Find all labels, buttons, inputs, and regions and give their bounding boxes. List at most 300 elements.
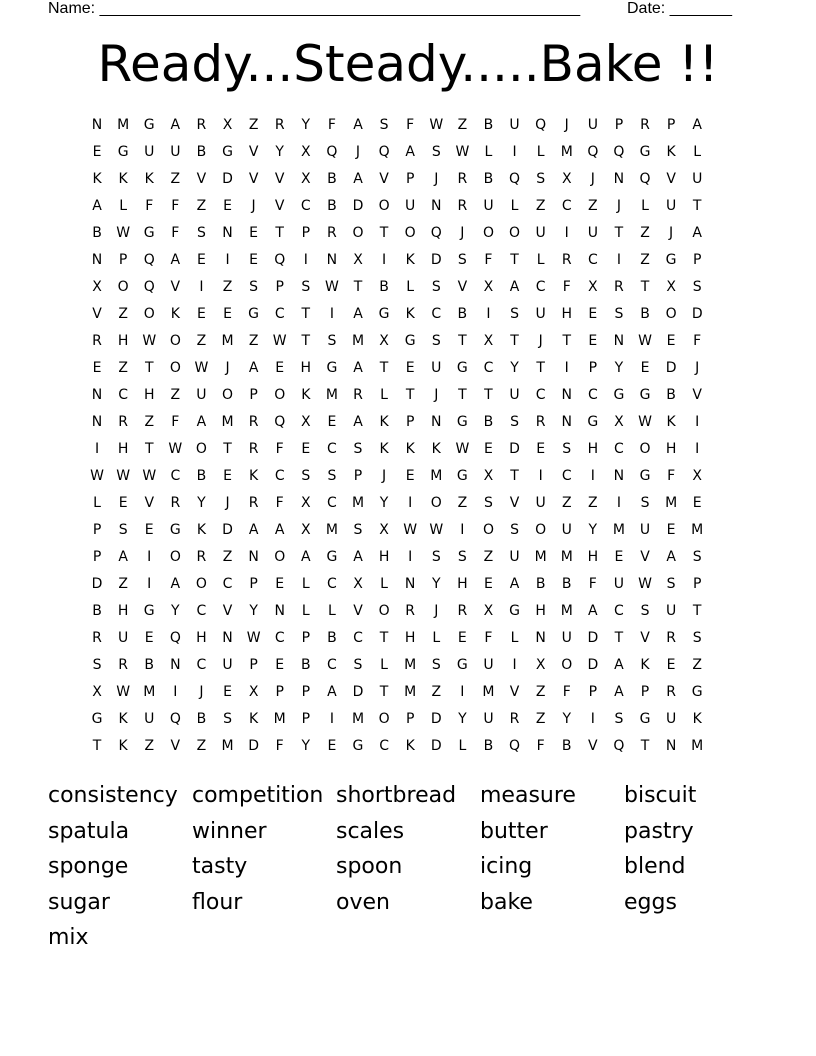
grid-letter: T (301, 333, 311, 349)
grid-letter: A (509, 279, 520, 295)
grid-letter: O (195, 441, 207, 457)
grid-letter: S (692, 279, 702, 295)
grid-letter: U (535, 225, 546, 241)
grid-row (84, 598, 710, 625)
grid-letter: P (614, 117, 624, 133)
grid-letter: A (666, 549, 676, 565)
grid-letter: R (327, 225, 337, 241)
grid-letter: V (640, 549, 650, 565)
grid-letter: U (509, 117, 520, 133)
grid-letter: S (666, 576, 676, 592)
grid-letter: U (561, 630, 572, 646)
grid-letter: E (223, 684, 232, 700)
grid-letter: P (301, 711, 311, 727)
grid-letter: U (144, 711, 155, 727)
grid-letter: B (300, 657, 311, 673)
grid-letter: Z (535, 684, 546, 700)
grid-letter: D (352, 684, 364, 700)
grid-letter: H (587, 441, 599, 457)
grid-letter: M (560, 603, 573, 619)
grid-letter: V (170, 279, 181, 295)
grid-letter: V (196, 171, 207, 187)
grid-letter: S (510, 522, 519, 538)
grid-letter: H (378, 549, 390, 565)
grid-letter: Z (118, 306, 128, 322)
grid-letter: M (273, 711, 286, 727)
word-item: sugar (48, 889, 110, 915)
grid-letter: Z (457, 495, 468, 511)
grid-letter: E (223, 198, 232, 214)
grid-letter: G (691, 684, 703, 700)
grid-letter: I (590, 711, 595, 727)
grid-letter: I (460, 522, 465, 538)
word-item: eggs (624, 889, 677, 915)
grid-letter: I (303, 252, 308, 268)
grid-letter: U (405, 198, 416, 214)
grid-letter: G (613, 387, 625, 403)
grid-letter: V (692, 387, 702, 403)
grid-letter: M (560, 144, 573, 160)
grid-letter: X (483, 279, 494, 295)
grid-letter: E (92, 360, 102, 376)
word-item: tasty (192, 854, 248, 879)
grid-row (84, 571, 710, 598)
word-item: mix (48, 925, 89, 950)
grid-letter: Z (588, 198, 598, 214)
grid-letter: C (587, 387, 598, 403)
grid-letter: Q (378, 144, 390, 160)
grid-letter: F (667, 468, 676, 484)
grid-letter: G (169, 522, 181, 538)
grid-letter: L (641, 198, 649, 214)
grid-letter: W (324, 279, 339, 295)
grid-letter: L (406, 279, 415, 295)
grid-letter: M (325, 387, 338, 403)
grid-letter: K (379, 441, 389, 457)
grid-letter: K (405, 738, 415, 754)
grid-letter: U (170, 144, 181, 160)
grid-letter: F (275, 441, 284, 457)
grid-letter: M (665, 495, 678, 511)
grid-letter: K (118, 738, 128, 754)
grid-letter: V (457, 279, 468, 295)
grid-letter: T (223, 441, 232, 457)
grid-letter: S (327, 333, 337, 349)
grid-letter: U (222, 657, 233, 673)
grid-letter: V (248, 144, 259, 160)
grid-letter: S (249, 279, 259, 295)
grid-letter: W (116, 225, 131, 241)
grid-letter: B (483, 738, 494, 754)
grid-letter: J (564, 117, 569, 133)
grid-letter: D (222, 171, 233, 187)
grid-letter: E (223, 468, 232, 484)
grid-letter: T (640, 738, 650, 754)
grid-letter: T (562, 333, 572, 349)
grid-letter: B (196, 144, 207, 160)
grid-letter: Z (170, 171, 181, 187)
grid-letter: F (562, 279, 571, 295)
grid-letter: T (379, 225, 389, 241)
grid-letter: Q (143, 252, 155, 268)
grid-letter: M (560, 549, 573, 565)
grid-letter: R (274, 117, 285, 133)
grid-letter: T (510, 468, 519, 484)
grid-letter: C (327, 441, 337, 457)
grid-letter: Q (535, 117, 547, 133)
grid-letter: T (275, 225, 284, 241)
grid-letter: I (173, 684, 178, 700)
grid-letter: A (614, 657, 624, 673)
grid-letter: T (510, 333, 519, 349)
grid-letter: M (691, 738, 704, 754)
grid-letter: T (144, 360, 154, 376)
grid-letter: V (353, 603, 363, 619)
grid-letter: R (405, 603, 416, 619)
grid-letter: U (692, 171, 703, 187)
grid-letter: A (248, 522, 259, 538)
grid-letter: O (378, 198, 390, 214)
grid-letter: M (691, 522, 704, 538)
grid-letter: X (379, 333, 389, 349)
grid-letter: S (327, 468, 337, 484)
grid-letter: B (92, 225, 102, 241)
grid-letter: C (327, 576, 337, 592)
grid-row (84, 733, 710, 760)
grid-letter: A (92, 198, 102, 214)
grid-letter: W (246, 630, 261, 646)
grid-letter: B (483, 117, 494, 133)
grid-letter: O (169, 549, 181, 565)
grid-letter: I (329, 711, 334, 727)
grid-letter: I (616, 495, 621, 511)
grid-letter: F (145, 198, 154, 214)
grid-letter: U (587, 117, 598, 133)
grid-letter: F (588, 576, 597, 592)
grid-letter: L (301, 603, 310, 619)
grid-letter: K (640, 657, 650, 673)
word-item: blend (624, 854, 686, 879)
grid-row (84, 166, 710, 193)
grid-row (84, 409, 710, 436)
grid-letter: T (353, 279, 363, 295)
grid-letter: D (665, 360, 677, 376)
word-item: consistency (48, 783, 178, 808)
grid-row (84, 328, 710, 355)
grid-letter: L (432, 630, 441, 646)
word-item: scales (336, 818, 405, 844)
grid-letter: N (170, 657, 181, 673)
grid-letter: K (405, 306, 415, 322)
grid-letter: H (561, 306, 572, 322)
grid-letter: K (196, 522, 207, 538)
word-list (48, 778, 788, 956)
grid-letter: J (538, 333, 543, 349)
grid-letter: T (379, 630, 389, 646)
grid-letter: B (561, 576, 572, 592)
grid-letter: U (431, 360, 442, 376)
grid-letter: U (587, 225, 598, 241)
grid-letter: D (691, 306, 703, 322)
grid-letter: I (94, 441, 100, 457)
grid-letter: M (351, 711, 365, 727)
grid-letter: S (196, 225, 206, 241)
grid-letter: I (382, 252, 387, 268)
grid-letter: U (118, 630, 129, 646)
grid-letter: W (116, 468, 131, 484)
grid-letter: S (536, 171, 546, 187)
word-item: measure (480, 783, 576, 808)
grid-letter: W (638, 333, 652, 349)
grid-letter: A (405, 144, 415, 160)
grid-letter: C (274, 468, 285, 484)
grid-letter: F (562, 684, 571, 700)
grid-letter: U (561, 522, 572, 538)
grid-letter: M (117, 117, 130, 133)
grid-letter: C (379, 738, 389, 754)
grid-letter: K (301, 387, 311, 403)
grid-letter: U (665, 711, 677, 727)
grid-letter: D (509, 441, 520, 457)
grid-row (84, 220, 710, 247)
grid-letter: G (352, 738, 364, 754)
grid-letter: B (561, 738, 572, 754)
grid-letter: C (483, 360, 494, 376)
grid-letter: S (379, 117, 389, 133)
grid-letter: T (536, 360, 545, 376)
grid-row (84, 463, 710, 490)
grid-letter: F (693, 333, 702, 349)
grid-letter: Z (248, 117, 259, 133)
grid-letter: I (512, 657, 517, 673)
grid-letter: A (692, 117, 702, 133)
grid-letter: E (588, 333, 598, 349)
grid-letter: N (535, 630, 546, 646)
grid-letter: G (509, 603, 520, 619)
grid-letter: S (692, 549, 702, 565)
grid-letter: C (300, 198, 311, 214)
grid-letter: P (301, 684, 311, 700)
grid-letter: O (430, 495, 442, 511)
grid-letter: Z (588, 495, 598, 511)
grid-letter: Q (639, 171, 651, 187)
grid-letter: I (329, 306, 334, 322)
grid-letter: N (326, 252, 338, 268)
grid-letter: O (509, 225, 521, 241)
grid-letter: O (482, 522, 494, 538)
grid-letter: G (91, 711, 103, 727)
grid-letter: S (457, 252, 467, 268)
grid-letter: U (483, 657, 494, 673)
grid-letter: R (118, 414, 128, 430)
grid-letter: S (614, 306, 624, 322)
grid-letter: V (509, 684, 520, 700)
grid-letter: H (196, 630, 207, 646)
grid-letter: S (640, 495, 650, 511)
grid-letter: X (379, 522, 389, 538)
grid-letter: K (431, 441, 441, 457)
grid-letter: F (171, 225, 180, 241)
grid-letter: B (327, 171, 337, 187)
grid-letter: N (222, 630, 233, 646)
grid-letter: L (510, 630, 519, 646)
grid-letter: Z (144, 738, 155, 754)
grid-letter: O (169, 333, 181, 349)
grid-letter: Q (430, 225, 442, 241)
grid-letter: Z (692, 657, 702, 673)
grid-letter: P (92, 522, 102, 538)
grid-letter: F (275, 738, 284, 754)
grid-letter: G (639, 387, 651, 403)
grid-letter: A (170, 117, 181, 133)
grid-letter: G (404, 333, 416, 349)
grid-letter: E (405, 468, 415, 484)
grid-letter: D (430, 252, 442, 268)
grid-letter: N (431, 198, 442, 214)
grid-letter: U (535, 306, 546, 322)
grid-letter: B (666, 387, 676, 403)
grid-letter: V (588, 738, 598, 754)
word-item: shortbread (336, 783, 457, 808)
grid-letter: D (248, 738, 259, 754)
grid-letter: W (194, 360, 209, 376)
grid-letter: P (92, 549, 102, 565)
grid-letter: C (535, 387, 546, 403)
grid-letter: L (93, 495, 101, 511)
grid-row (84, 247, 710, 274)
grid-letter: E (484, 441, 493, 457)
grid-letter: C (614, 441, 624, 457)
grid-letter: E (666, 333, 676, 349)
grid-letter: B (144, 657, 155, 673)
grid-letter: T (144, 441, 154, 457)
grid-letter: J (434, 603, 439, 619)
grid-letter: C (274, 630, 285, 646)
grid-letter: I (564, 225, 569, 241)
grid-letter: T (301, 306, 311, 322)
grid-row (84, 274, 710, 301)
word-item: flour (192, 889, 243, 915)
grid-letter: Y (379, 495, 389, 511)
grid-letter: I (512, 144, 517, 160)
grid-letter: F (536, 738, 545, 754)
grid-letter: R (248, 441, 259, 457)
word-item: pastry (624, 818, 694, 844)
grid-letter: K (118, 171, 128, 187)
grid-letter: Q (587, 144, 599, 160)
grid-letter: G (456, 360, 468, 376)
grid-letter: S (301, 468, 311, 484)
grid-letter: Z (118, 576, 128, 592)
grid-letter: E (92, 144, 102, 160)
grid-letter: A (353, 306, 363, 322)
grid-letter: N (91, 252, 103, 268)
grid-letter: W (638, 414, 652, 430)
grid-letter: H (117, 603, 129, 619)
grid-letter: K (249, 468, 259, 484)
grid-letter: E (196, 252, 206, 268)
grid-letter: X (561, 171, 572, 187)
grid-letter: J (669, 225, 674, 241)
grid-letter: P (249, 387, 258, 403)
grid-letter: C (587, 252, 598, 268)
word-item: competition (192, 783, 324, 808)
grid-letter: Z (248, 333, 259, 349)
grid-letter: O (195, 576, 207, 592)
grid-letter: Z (196, 738, 207, 754)
grid-letter: N (613, 171, 625, 187)
grid-letter: J (616, 198, 621, 214)
grid-letter: V (379, 171, 389, 187)
grid-letter: Z (196, 198, 207, 214)
grid-letter: U (509, 549, 520, 565)
grid-letter: N (222, 225, 233, 241)
grid-letter: G (456, 468, 468, 484)
grid-letter: M (221, 333, 234, 349)
grid-letter: U (639, 522, 651, 538)
grid-letter: N (561, 387, 572, 403)
grid-letter: Z (196, 333, 207, 349)
grid-letter: S (484, 495, 493, 511)
grid-letter: R (457, 171, 468, 187)
grid-letter: P (405, 171, 415, 187)
grid-letter: V (274, 171, 285, 187)
grid-letter: X (588, 279, 598, 295)
grid-letter: O (169, 360, 181, 376)
grid-letter: O (143, 306, 155, 322)
grid-letter: O (639, 441, 651, 457)
grid-letter: X (614, 414, 624, 430)
grid-letter: Z (640, 225, 650, 241)
grid-letter: G (326, 549, 338, 565)
grid-letter: J (460, 225, 465, 241)
date-field-label: Date: _______ (627, 0, 732, 17)
grid-letter: Q (509, 738, 521, 754)
grid-letter: Z (431, 684, 442, 700)
grid-letter: F (484, 252, 493, 268)
grid-letter: S (353, 441, 363, 457)
grid-letter: J (225, 495, 230, 511)
grid-letter: G (639, 144, 651, 160)
grid-letter: E (275, 576, 285, 592)
grid-letter: F (406, 117, 415, 133)
grid-letter: J (199, 684, 204, 700)
grid-letter: X (301, 414, 311, 430)
grid-letter: R (92, 630, 102, 646)
grid-letter: O (482, 225, 494, 241)
grid-letter: I (460, 684, 465, 700)
grid-letter: D (587, 657, 599, 673)
grid-letter: J (225, 360, 230, 376)
grid-letter: G (639, 711, 651, 727)
grid-letter: T (640, 279, 650, 295)
grid-letter: I (408, 549, 413, 565)
word-item: winner (192, 818, 267, 844)
grid-letter: S (431, 549, 441, 565)
grid-letter: E (640, 360, 650, 376)
grid-letter: P (301, 630, 311, 646)
grid-letter: G (143, 225, 155, 241)
grid-letter: B (483, 171, 494, 187)
grid-letter: N (248, 549, 259, 565)
grid-letter: D (430, 711, 442, 727)
grid-letter: G (456, 657, 468, 673)
grid-letter: G (378, 306, 390, 322)
grid-letter: P (353, 468, 363, 484)
grid-letter: Y (510, 360, 519, 376)
grid-letter: B (535, 576, 546, 592)
grid-letter: A (118, 549, 128, 565)
